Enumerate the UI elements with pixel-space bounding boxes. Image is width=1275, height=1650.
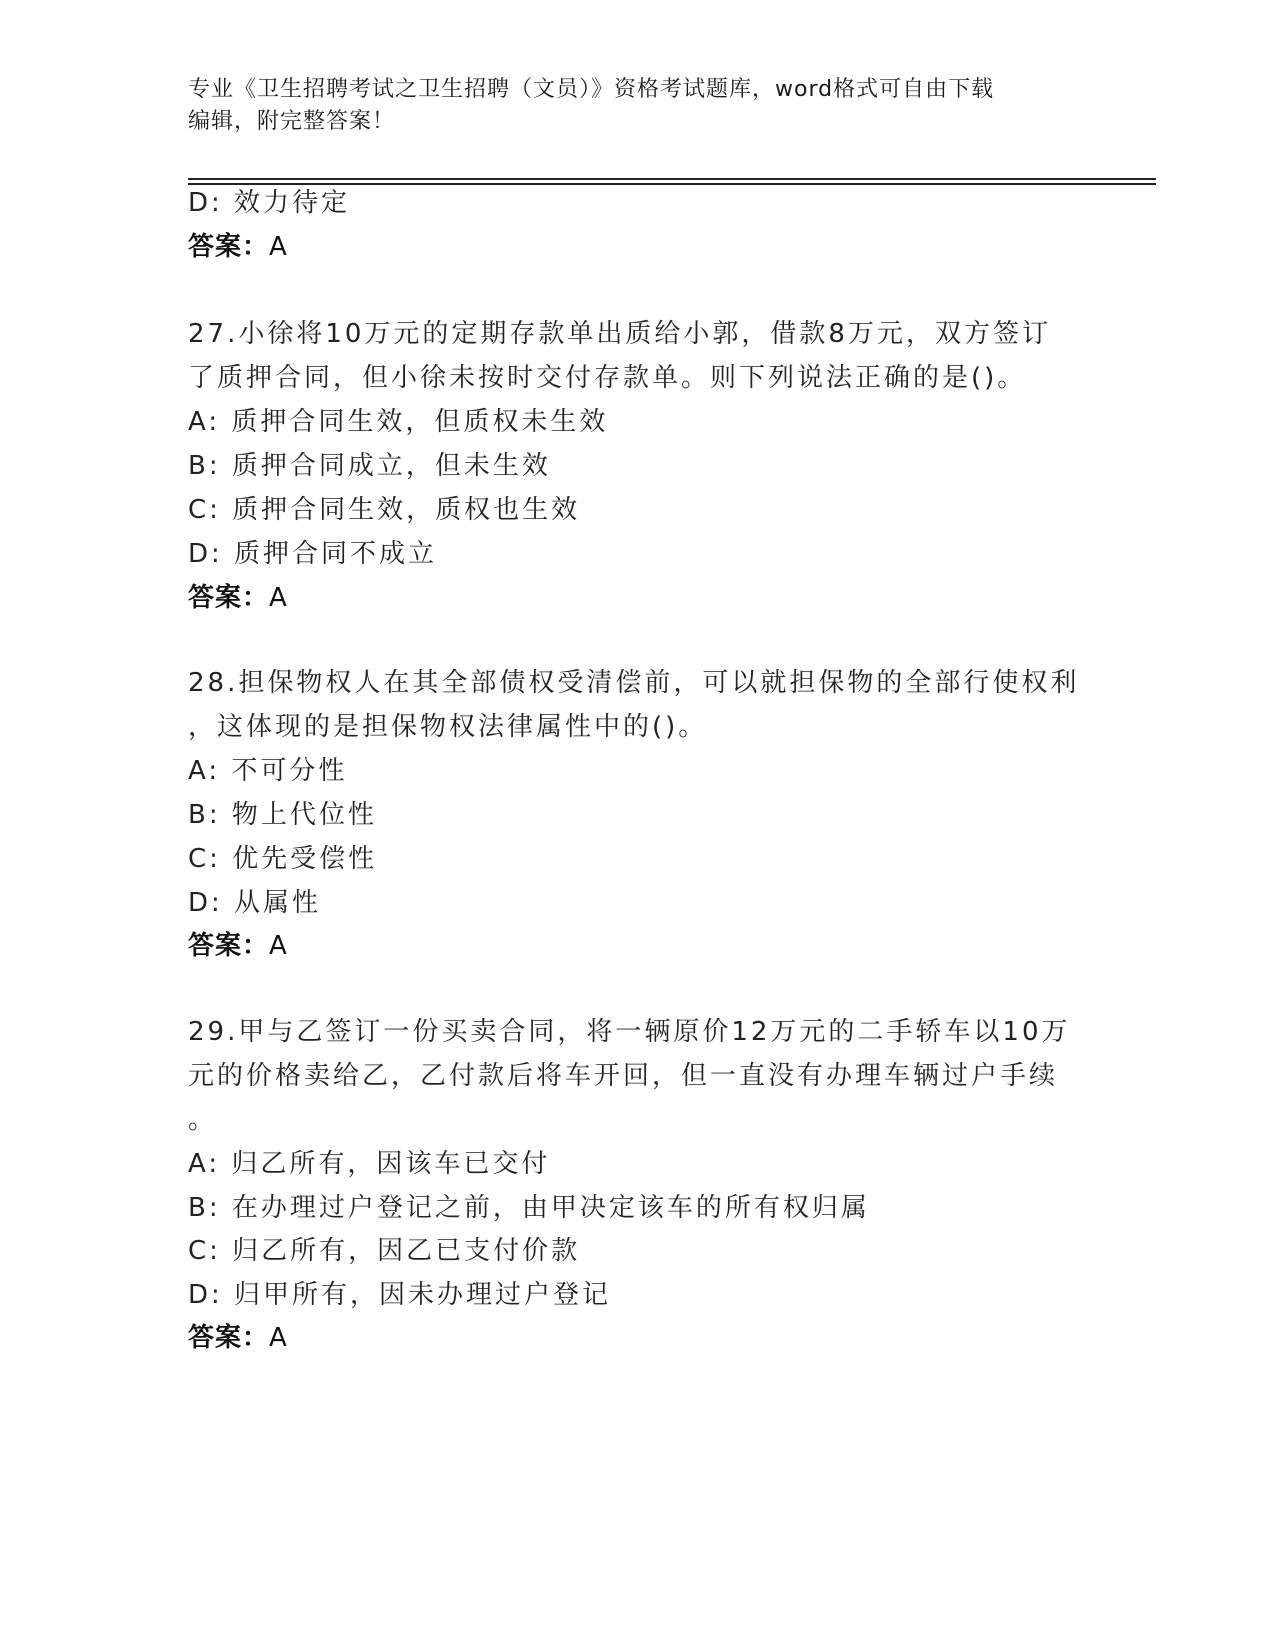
answer-value: A: [269, 583, 288, 613]
question-27-line-1: 27.小徐将10万元的定期存款单出质给小郭，借款8万元，双方签订: [188, 319, 1051, 349]
question-28-line-2: ，这体现的是担保物权法律属性中的()。: [188, 712, 708, 742]
answer-value: A: [269, 931, 288, 961]
question-28-option-c: C: 优先受偿性: [188, 844, 378, 874]
answer-label: 答案：: [188, 583, 270, 613]
question-27-option-b: B: 质押合同成立，但未生效: [188, 451, 551, 481]
question-29-line-3: 。: [188, 1105, 218, 1135]
answer-label: 答案：: [188, 931, 270, 961]
question-28-line-1: 28.担保物权人在其全部债权受清偿前，可以就担保物的全部行使权利: [188, 668, 1080, 698]
header-divider-top: [188, 178, 1156, 180]
question-29-answer: [188, 1321, 288, 1355]
question-28-option-b: B: 物上代位性: [188, 800, 377, 830]
question-27-option-a: A: 质押合同生效，但质权未生效: [188, 407, 609, 437]
answer-continued: [188, 230, 288, 264]
question-29-option-d: D: 归甲所有，因未办理过户登记: [188, 1280, 612, 1310]
answer-label: 答案：: [188, 232, 270, 262]
answer-value: A: [269, 1323, 288, 1353]
question-27-option-d: D: 质押合同不成立: [188, 539, 438, 569]
question-29-option-b: B: 在办理过户登记之前，由甲决定该车的所有权归属: [188, 1193, 870, 1223]
document-header: [188, 74, 1088, 138]
question-29-option-c: C: 归乙所有，因乙已支付价款: [188, 1236, 581, 1266]
question-29-option-a: A: 归乙所有，因该车已交付: [188, 1149, 551, 1179]
answer-label: 答案：: [188, 1323, 270, 1353]
question-28-option-d: D: 从属性: [188, 888, 322, 918]
answer-value: A: [269, 232, 288, 262]
question-29-line-1: 29.甲与乙签订一份买卖合同，将一辆原价12万元的二手轿车以10万: [188, 1017, 1071, 1047]
question-29-line-2: 元的价格卖给乙，乙付款后将车开回，但一直没有办理车辆过户手续: [188, 1061, 1059, 1091]
header-line-2: 编辑，附完整答案！: [188, 109, 396, 134]
question-27-line-2: 了质押合同，但小徐未按时交付存款单。则下列说法正确的是()。: [188, 363, 1027, 393]
question-27-option-c: C: 质押合同生效，质权也生效: [188, 495, 581, 525]
option-d-continued: D: 效力待定: [188, 188, 351, 218]
question-27-answer: [188, 581, 288, 615]
question-28-answer: [188, 929, 288, 963]
question-28-option-a: A: 不可分性: [188, 756, 348, 786]
header-line-1: 专业《卫生招聘考试之卫生招聘（文员）》资格考试题库，word格式可自由下载: [188, 77, 995, 102]
header-divider-bottom: [188, 183, 1156, 185]
